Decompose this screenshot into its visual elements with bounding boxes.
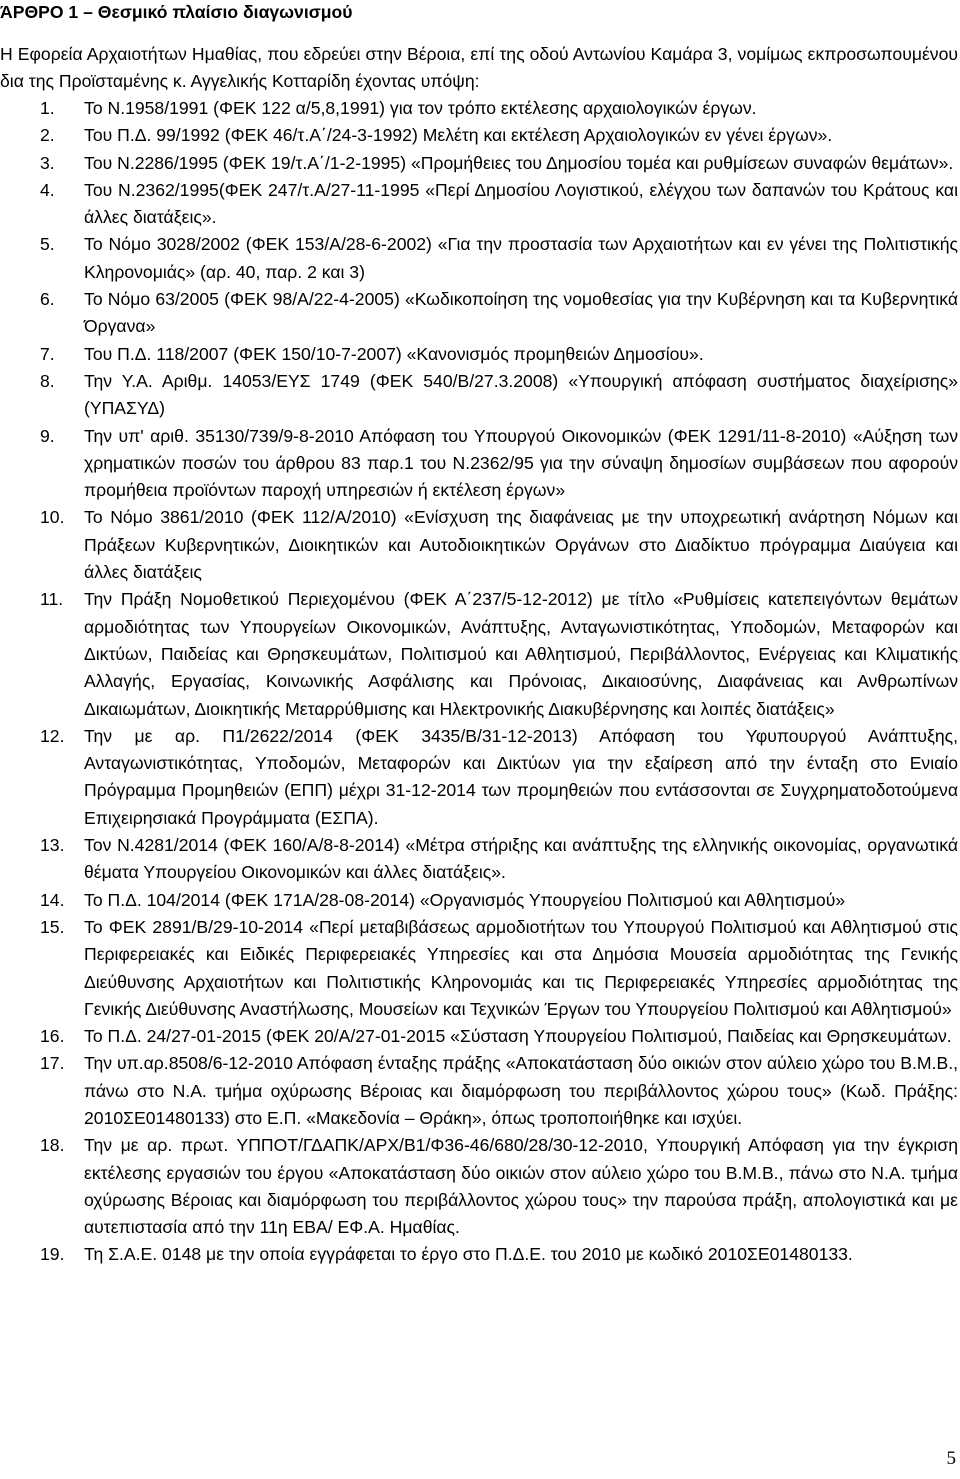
list-item	[0, 231, 958, 286]
list-item-number: 15.	[40, 916, 65, 937]
list-item-number: 13.	[40, 835, 65, 856]
list-item-number: 16.	[40, 1026, 65, 1047]
list-item-text: Του Π.Δ. 118/2007 (ΦΕΚ 150/10-7-2007) «Κανονισμός προμηθειών Δημοσίου».	[84, 343, 704, 364]
list-item	[0, 586, 958, 722]
list-item-text: Το ΦΕΚ 2891/Β/29-10-2014 «Περί μεταβιβάσεως αρμοδιοτήτων του Υπουργού Πολιτισμού και Αθλητισμού στις Περιφερειακές και Ειδικές Περιφερειακές Υπηρεσίες και στα Δημόσια Μουσεία αρμοδιότητας της Γενικής Διεύθυνσης Αρχαιοτήτων και Πολιτιστικής Κληρονομιάς και τις Περιφερειακές Υπηρεσίες αρμοδιότητας της Γενικής Διεύθυνσης Αναστήλωσης, Μουσείων και Τεχνικών Έργων του Υπουργείου Πολιτισμού και Αθλητισμού»	[84, 916, 958, 1019]
legal-framework-list	[0, 95, 958, 1269]
list-item-text: Την υπ' αριθ. 35130/739/9-8-2010 Απόφαση του Υπουργού Οικονομικών (ΦΕΚ 1291/11-8-2010) «Αύξηση των χρηματικών ποσών του άρθρου 83 παρ.1 του Ν.2362/95 για την σύναψη δημοσίων συμβάσεων που αφορούν προμήθεια προϊόντων παροχή υπηρεσιών ή εκτέλεση έργων»	[84, 425, 958, 501]
list-item-text: Του Π.Δ. 99/1992 (ΦΕΚ 46/τ.Α΄/24-3-1992) Μελέτη και εκτέλεση Αρχαιολογικών εν γένει έργων».	[84, 125, 833, 146]
list-item-number: 9.	[40, 425, 55, 446]
list-item-text: Την υπ.αρ.8508/6-12-2010 Απόφαση ένταξης πράξης «Αποκατάσταση δύο οικιών στον αύλειο χώρο του Β.Μ.Β., πάνω στο Ν.Α. τμήμα οχύρωσης Βέροιας και διαμόρφωση του περιβάλλοντος χώρου τους» (Κωδ. Πράξης: 2010ΣΕ01480133) στο Ε.Π. «Μακεδονία – Θράκη», όπως τροποποιήθηκε και ισχύει.	[84, 1053, 958, 1128]
list-item-text: Το Ν.1958/1991 (ΦΕΚ 122 α/5,8,1991) για τον τρόπο εκτέλεσης αρχαιολογικών έργων.	[84, 98, 757, 118]
list-item	[0, 1050, 958, 1132]
list-item	[0, 832, 958, 887]
list-item-number: 14.	[40, 889, 65, 910]
list-item	[0, 423, 958, 505]
list-item-number: 17.	[40, 1053, 65, 1074]
intro-paragraph: Η Εφορεία Αρχαιοτήτων Ημαθίας, που εδρεύει στην Βέροια, επί της οδού Αντωνίου Καμάρα 3, νομίμως εκπροσωπουμένου δια της Προϊσταμένης κ. Αγγελικής Κοτταρίδη έχοντας υπόψη:	[0, 44, 958, 92]
list-item-number: 8.	[40, 370, 55, 391]
page-number: 5	[946, 1448, 956, 1469]
list-item	[0, 122, 958, 149]
list-item-number: 3.	[40, 152, 55, 173]
list-item-text: Το Νόμο 63/2005 (ΦΕΚ 98/Α/22-4-2005) «Κωδικοποίηση της νομοθεσίας για την Κυβέρνηση και τα Κυβερνητικά Όργανα»	[84, 289, 958, 337]
list-item	[0, 177, 958, 232]
list-item-text: Το Νόμο 3861/2010 (ΦΕΚ 112/Α/2010) «Ενίσχυση της διαφάνειας με την υποχρεωτική ανάρτηση Νόμων και Πράξεων Κυβερνητικών, Διοικητικών και Αυτοδιοικητικών Οργάνων στο Διαδίκτυο πρόγραμμα Διαύγεια και άλλες διατάξεις	[84, 507, 958, 583]
list-item	[0, 1132, 958, 1241]
article-heading: ΆΡΘΡΟ 1 – Θεσμικό πλαίσιο διαγωνισμού	[0, 2, 353, 22]
list-item-text: Την με αρ. πρωτ. ΥΠΠΟΤ/ΓΔΑΠΚ/ΑΡΧ/Β1/Φ36-46/680/28/30-12-2010, Υπουργική Απόφαση για την έγκριση εκτέλεσης εργασιών του έργου «Αποκατάσταση δύο οικιών στον αύλειο χώρο του Β.Μ.Β., πάνω στο Ν.Α. τμήμα οχύρωσης Βέροιας και διαμόρφωση του περιβάλλοντος χώρου τους» την παρούσα πράξη, απολογιστικά και με αυτεπιστασία από την 11η ΕΒΑ/ ΕΦ.Α. Ημαθίας.	[84, 1135, 958, 1238]
list-item-text: Την Υ.Α. Αριθμ. 14053/ΕΥΣ 1749 (ΦΕΚ 540/Β/27.3.2008) «Υπουργική απόφαση συστήματος διαχείρισης» (ΥΠΑΣΥΔ)	[84, 370, 958, 419]
list-item-text: Το Π.Δ. 24/27-01-2015 (ΦΕΚ 20/Α/27-01-2015 «Σύσταση Υπουργείου Πολιτισμού, Παιδείας και Θρησκευμάτων.	[84, 1026, 952, 1047]
list-item-text: Τη Σ.Α.Ε. 0148 με την οποία εγγράφεται το έργο στο Π.Δ.Ε. του 2010 με κωδικό 2010ΣΕ01480133.	[84, 1244, 853, 1265]
list-item	[0, 914, 958, 1023]
list-item-text: Την με αρ. Π1/2622/2014 (ΦΕΚ 3435/Β/31-12-2013) Απόφαση του Υφυπουργού Ανάπτυξης, Ανταγωνιστικότητας, Υποδομών, Μεταφορών και Δικτύων για την εξαίρεση από την ένταξη στο Ενιαίο Πρόγραμμα Προμηθειών (ΕΠΠ) μέχρι 31-12-2014 των προμηθειών που εντάσσονται σε Συγχρηματοδοτούμενα Επιχειρησιακά Προγράμματα (ΕΣΠΑ).	[84, 725, 958, 828]
list-item	[0, 504, 958, 586]
list-item	[0, 150, 958, 177]
list-item-number: 11.	[40, 589, 64, 610]
list-item-number: 2.	[40, 125, 55, 146]
list-item-number: 5.	[40, 234, 55, 255]
list-item-number: 7.	[40, 343, 55, 364]
list-item-number: 18.	[40, 1135, 65, 1156]
list-item-number: 12.	[40, 725, 65, 746]
list-item-text: Το Π.Δ. 104/2014 (ΦΕΚ 171Α/28-08-2014) «Οργανισμός Υπουργείου Πολιτισμού και Αθλητισμού»	[84, 889, 846, 910]
list-item	[0, 723, 958, 832]
list-item-text: Την Πράξη Νομοθετικού Περιεχομένου (ΦΕΚ Α΄237/5-12-2012) με τίτλο «Ρυθμίσεις κατεπειγόντων θεμάτων αρμοδιότητας των Υπουργείων Οικονομικών, Ανάπτυξης, Ανταγωνιστικότητας, Υποδομών, Μεταφορών και Δικτύων, Παιδείας και Θρησκευμάτων, Πολιτισμού και Αθλητισμού, Περιβάλλοντος, Ενέργειας και Κλιματικής Αλλαγής, Εργασίας, Κοινωνικής Ασφάλισης και Πρόνοιας, Δικαιοσύνης, Διαφάνειας και Ανθρωπίνων Δικαιωμάτων, Διοικητικής Μεταρρύθμισης και Ηλεκτρονικής Διακυβέρνησης και λοιπές διατάξεις»	[84, 589, 958, 719]
list-item	[0, 95, 958, 122]
list-item-text: Το Νόμο 3028/2002 (ΦΕΚ 153/Α/28-6-2002) «Για την προστασία των Αρχαιοτήτων και εν γένει της Πολιτιστικής Κληρονομιάς» (αρ. 40, παρ. 2 και 3)	[84, 234, 958, 282]
list-item-number: 1.	[40, 98, 55, 118]
list-item-number: 10.	[40, 507, 65, 528]
list-item-number: 4.	[40, 179, 55, 200]
list-item	[0, 1023, 958, 1050]
list-item-text: Του Ν.2286/1995 (ΦΕΚ 19/τ.Α΄/1-2-1995) «Προμήθειες του Δημοσίου τομέα και ρυθμίσεων συναφών θεμάτων».	[84, 152, 954, 173]
list-item	[0, 286, 958, 341]
list-item	[0, 1241, 958, 1268]
list-item-text: Του Ν.2362/1995(ΦΕΚ 247/τ.Α/27-11-1995 «Περί Δημοσίου Λογιστικού, ελέγχου των δαπανών του Κράτους και άλλες διατάξεις».	[84, 179, 958, 228]
list-item	[0, 887, 958, 914]
list-item	[0, 368, 958, 423]
list-item-number: 6.	[40, 289, 55, 310]
list-item-text: Τον Ν.4281/2014 (ΦΕΚ 160/Α/8-8-2014) «Μέτρα στήριξης και ανάπτυξης της ελληνικής οικονομίας, οργανωτικά θέματα Υπουργείου Οικονομικών και άλλες διατάξεις».	[84, 835, 958, 883]
list-item-number: 19.	[40, 1244, 65, 1265]
list-item	[0, 341, 958, 368]
